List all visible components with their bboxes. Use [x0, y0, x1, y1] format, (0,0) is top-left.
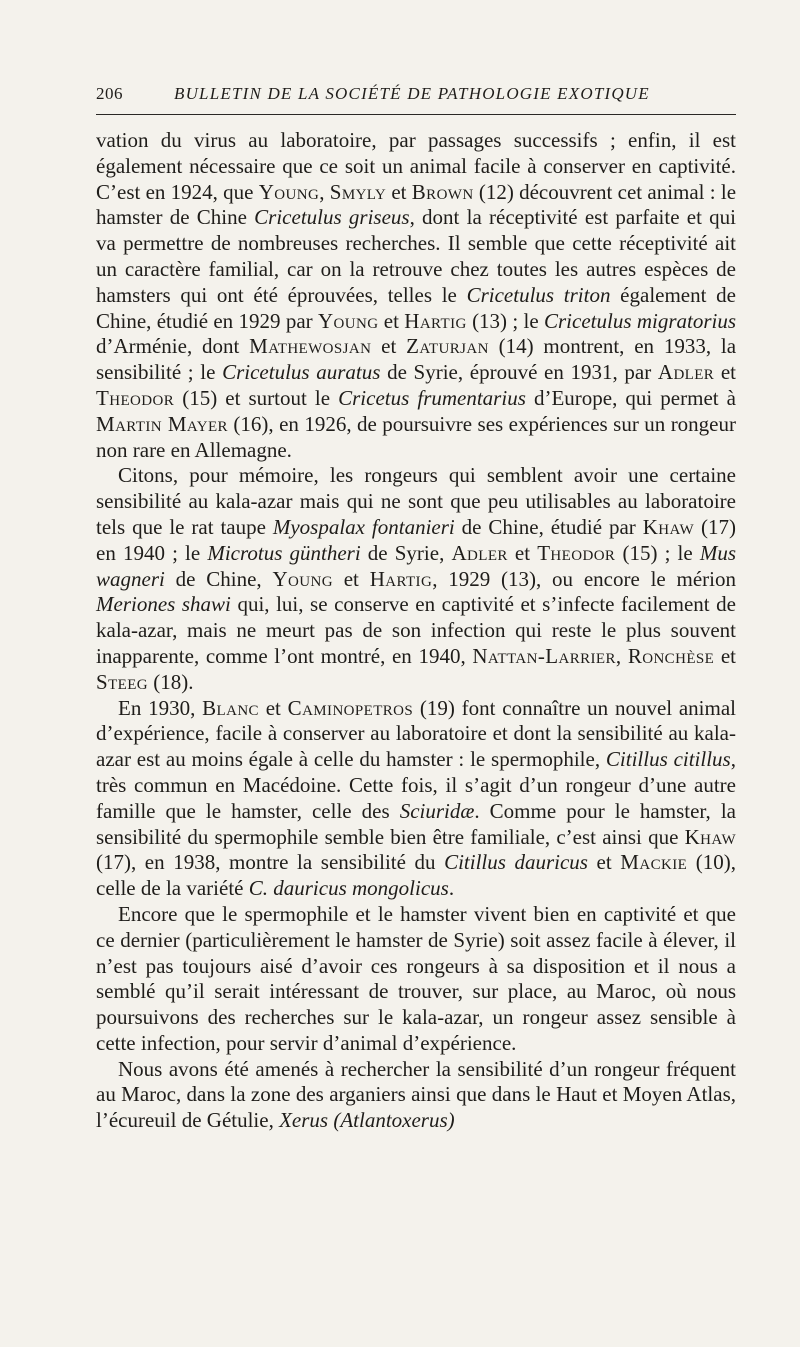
paragraph [96, 463, 736, 695]
text-run: et [714, 360, 737, 385]
species-name: Citillus dauricus [444, 850, 588, 875]
species-name: Cricetulus triton [466, 282, 611, 307]
paragraph [96, 696, 736, 902]
text-run: (12) découvrent cet animal : le hamster de Chine [96, 179, 737, 230]
text-run: Encore que le spermophile et le hamster vivent bien en captivité et que ce dernier (particulièrement le hamster de Syrie) soit assez facile à élever, il n’est pas toujours aisé d’avoir ces rongeurs à sa disposition et il nous a semblé qu’il serait intéressant de trouver, sur place, au Maroc, où nous poursuivons des recherches sur le kala-azar, un rongeur assez sensible à cette infection, pour servir d’animal d’expérience. [96, 901, 736, 1055]
author-name: Young [258, 179, 320, 204]
author-name: Brown [411, 179, 474, 204]
species-name: Mus wagneri [96, 540, 737, 591]
body-text [96, 128, 736, 1134]
text-run: de Chine, [164, 566, 273, 591]
text-run: (15) et surtout le [174, 385, 339, 410]
author-name: Young [272, 566, 333, 591]
text-run: , [615, 643, 628, 668]
text-run: et [332, 566, 370, 591]
paragraph [96, 902, 736, 1057]
species-name: Citillus citillus [605, 747, 731, 772]
author-name: Martin Mayer [96, 411, 228, 436]
author-name: Adler [451, 540, 508, 565]
text-run: de Syrie, [360, 540, 452, 565]
text-run: Nous avons été amenés à rechercher la sensibilité d’un rongeur fréquent au Maroc, dans la zone des arganiers ainsi que dans le Haut et Moyen Atlas, l’écureuil de Gétulie, [96, 1056, 736, 1133]
text-run: (15) ; le [615, 540, 700, 565]
species-name: Meriones shawi [96, 592, 231, 617]
author-name: Mathewosjan [249, 334, 372, 359]
species-name: Cricetulus auratus [222, 360, 381, 385]
text-run: et [386, 179, 412, 204]
text-run: qui, lui, se conserve en captivité et s’infecte facilement de kala-azar, mais ne meurt pas de son infection qui reste le plus souvent inapparente, comme l’ont montré, en 1940, [96, 592, 736, 668]
text-run: et [507, 540, 538, 565]
text-run: (18). [148, 669, 194, 694]
text-run: . Comme pour le hamster, la sensibilité du spermophile semble bien être familiale, c’est ainsi que [96, 798, 737, 849]
text-run: Citons, pour mémoire, les rongeurs qui semblent avoir une certaine sensibilité au kala-azar mais qui ne sont que peu utilisables au laboratoire tels que le rat taupe [96, 463, 736, 539]
text-run: également de Chine, étudié en 1929 par [96, 282, 736, 333]
author-name: Khaw [684, 824, 736, 849]
text-run: (14) montrent, en 1933, la sensibilité ; le [96, 334, 737, 385]
text-run: En 1930, [118, 695, 203, 720]
text-run: (16), en 1926, de poursuivre ses expériences sur un rongeur non rare en Allemagne. [96, 411, 736, 462]
text-run: , 1929 (13), ou encore le mérion [432, 566, 736, 591]
species-name: C. dauricus mongolicus [248, 876, 449, 901]
page-number: 206 [96, 84, 123, 103]
paragraph [96, 1057, 736, 1134]
author-name: Caminopetros [287, 695, 414, 720]
text-run: (17) en 1940 ; le [96, 514, 736, 565]
species-name: Sciuridæ [399, 798, 475, 823]
text-run: , dont la réceptivité est parfaite et qui va permettre de nombreuses recherches. Il semble que cette réceptivité ait un caractère familial, car on la retrouve chez toutes les autres espèces de hamsters qui ont été éprouvées, telles le [96, 205, 736, 307]
text-run: (13) ; le [466, 308, 544, 333]
author-name: Ronchèse [627, 643, 715, 668]
text-run: et [378, 308, 405, 333]
author-name: Mackie [620, 850, 688, 875]
author-name: Nattan-Larrier [472, 643, 616, 668]
text-run: de Chine, étudié par [454, 514, 643, 539]
text-run: et [714, 643, 737, 668]
text-run: , [319, 179, 330, 204]
author-name: Blanc [202, 695, 259, 720]
author-name: Theodor [537, 540, 616, 565]
author-name: Hartig [404, 308, 467, 333]
author-name: Steeg [96, 669, 148, 694]
text-run: et [371, 334, 407, 359]
text-run: de Syrie, éprouvé en 1931, par [380, 360, 658, 385]
author-name: Khaw [642, 514, 695, 539]
running-title: BULLETIN DE LA SOCIÉTÉ DE PATHOLOGIE EXOTIQUE [174, 84, 650, 103]
text-run: . [448, 876, 455, 901]
text-run: d’Arménie, dont [96, 334, 250, 359]
text-run: et [587, 850, 621, 875]
species-name: Xerus (Atlantoxerus) [279, 1108, 455, 1133]
text-run: d’Europe, qui permet à [525, 385, 736, 410]
text-run: vation du virus au laboratoire, par passages successifs ; enfin, il est également nécessaire que ce soit un animal facile à conserver en captivité. C’est en 1924, que [96, 128, 736, 204]
page-header [96, 84, 736, 115]
species-name: Cricetulus griseus [254, 205, 410, 230]
author-name: Adler [657, 360, 715, 385]
author-name: Hartig [369, 566, 433, 591]
species-name: Myospalax fontanieri [272, 514, 455, 539]
text-run: (10), celle de la variété [96, 850, 736, 901]
text-run: (17), en 1938, montre la sensibilité du [96, 850, 445, 875]
author-name: Theodor [96, 385, 175, 410]
species-name: Microtus güntheri [207, 540, 361, 565]
species-name: Cricetulus migratorius [544, 308, 737, 333]
author-name: Smyly [329, 179, 387, 204]
text-run: (19) font connaître un nouvel animal d’expérience, facile à conserver au laboratoire et dont la sensibilité au kala-azar est au moins égale à celle du hamster : le spermophile, [96, 695, 737, 772]
species-name: Cricetus frumentarius [338, 385, 526, 410]
text-run: et [258, 695, 288, 720]
author-name: Young [317, 308, 379, 333]
paragraph [96, 128, 736, 463]
text-run: , très commun en Macédoine. Cette fois, il s’agit d’un rongeur d’une autre famille que le hamster, celle des [96, 747, 736, 823]
author-name: Zaturjan [406, 334, 489, 359]
